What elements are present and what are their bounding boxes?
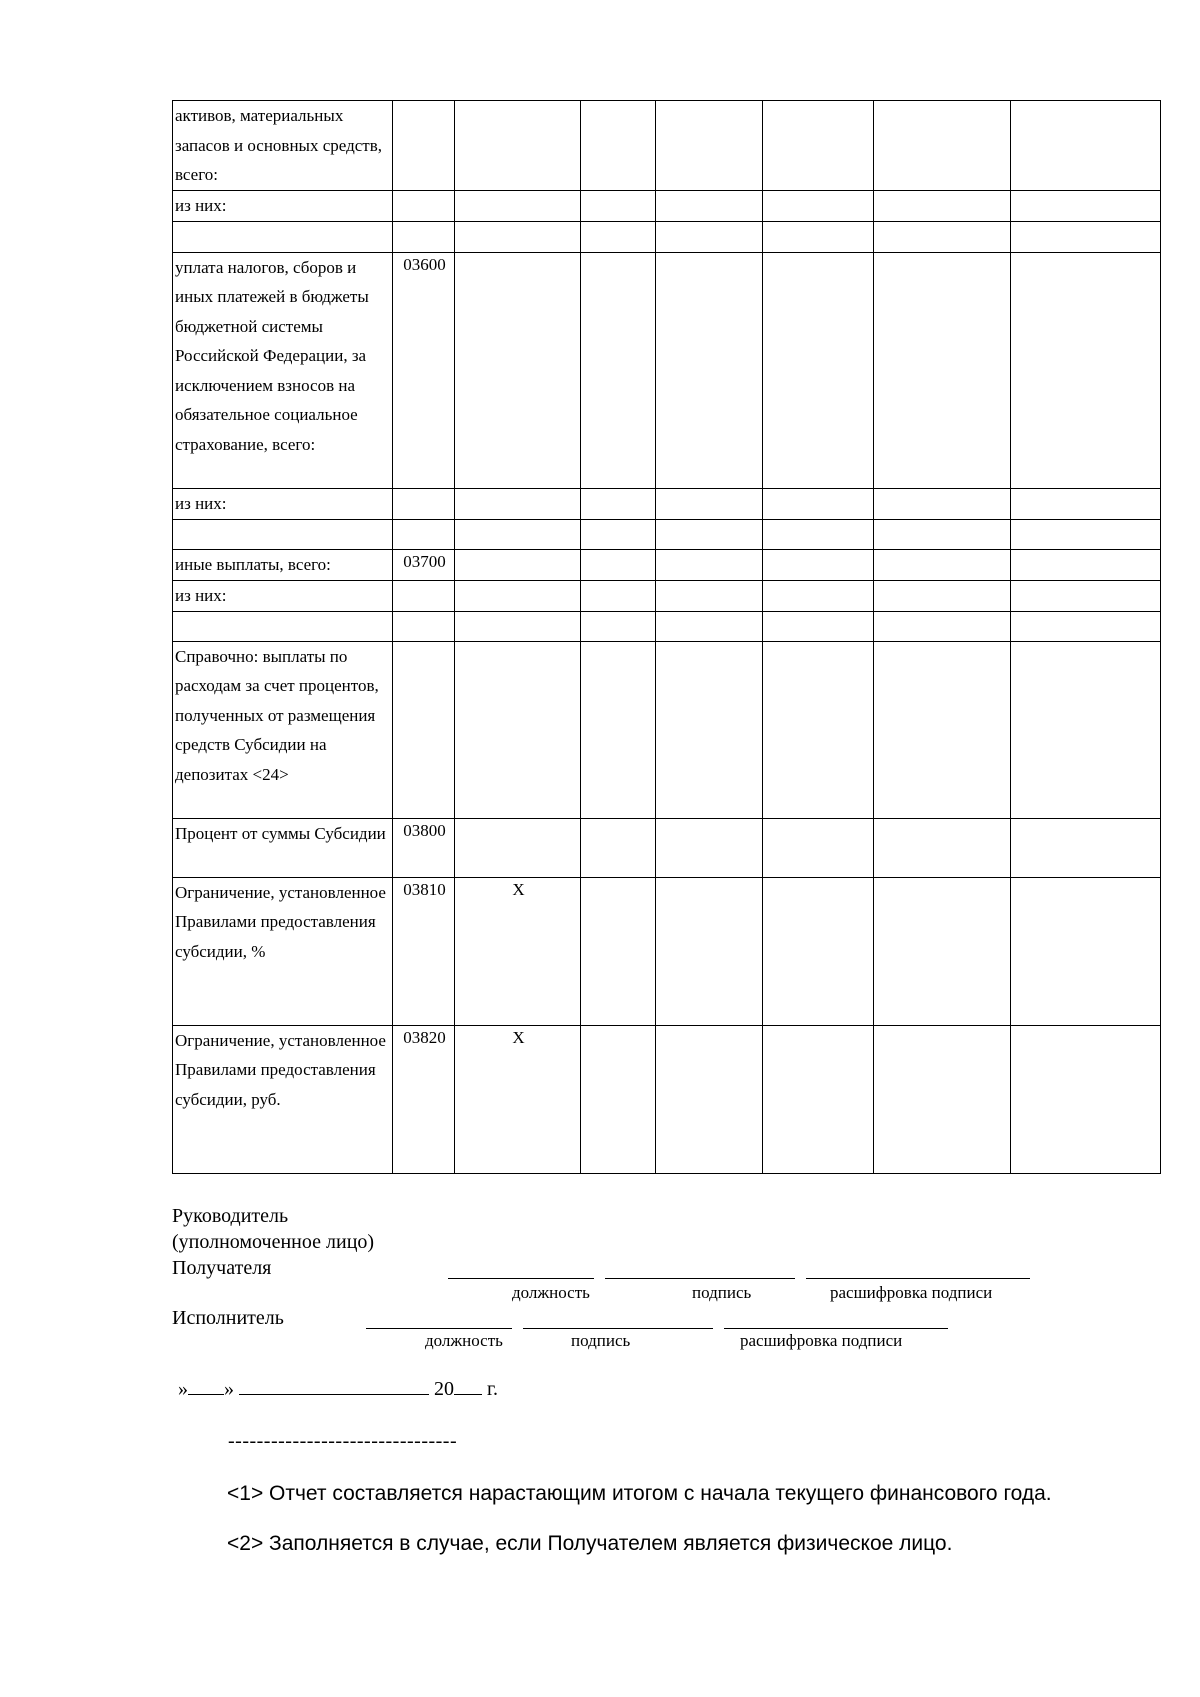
row-value-cell: [763, 221, 874, 252]
row-code-cell: 03820: [393, 1025, 455, 1173]
head-position-caption: должность: [512, 1283, 590, 1302]
row-col2-cell: [455, 519, 581, 549]
footnote-1: <1> Отчет составляется нарастающим итогом с начала текущего финансового года.: [227, 1482, 1052, 1505]
footnote-separator: --------------------------------: [228, 1430, 458, 1452]
row-label-cell: уплата налогов, сборов и иных платежей в бюджеты бюджетной системы Российской Федерации, за исключением взносов на обязательное социальное страхование, всего:: [173, 252, 393, 488]
table-row: [173, 488, 1161, 519]
executor-title: Исполнитель: [172, 1307, 284, 1329]
row-col2-cell: [455, 101, 581, 191]
row-value-cell: [656, 549, 763, 580]
row-value-cell: [1011, 252, 1161, 488]
report-table-body: [173, 101, 1161, 1174]
footnote-2: <2> Заполняется в случае, если Получателем является физическое лицо.: [227, 1532, 953, 1555]
row-value-cell: [656, 252, 763, 488]
row-value-cell: [874, 252, 1011, 488]
row-value-cell: [1011, 221, 1161, 252]
row-code-cell: 03700: [393, 549, 455, 580]
row-code-cell: [393, 191, 455, 222]
date-year-prefix: 20: [434, 1378, 454, 1400]
row-value-cell: [581, 580, 656, 611]
row-value-cell: [581, 252, 656, 488]
row-value-cell: [763, 611, 874, 641]
table-row: [173, 252, 1161, 488]
row-col2-cell: [455, 818, 581, 877]
table-row: [173, 611, 1161, 641]
row-code-cell: [393, 488, 455, 519]
head-decoding-line[interactable]: [806, 1278, 1030, 1279]
row-value-cell: [1011, 519, 1161, 549]
row-value-cell: [581, 1025, 656, 1173]
row-col2-cell: X: [455, 877, 581, 1025]
row-col2-cell: [455, 641, 581, 818]
row-code-cell: 03600: [393, 252, 455, 488]
executor-decoding-line[interactable]: [724, 1328, 948, 1329]
row-value-cell: [874, 519, 1011, 549]
row-code-cell: 03810: [393, 877, 455, 1025]
date-line: [178, 1376, 498, 1402]
row-value-cell: [656, 818, 763, 877]
row-value-cell: [581, 488, 656, 519]
row-value-cell: [1011, 877, 1161, 1025]
row-label-cell: [173, 221, 393, 252]
row-label-cell: Ограничение, установленное Правилами предоставления субсидии, руб.: [173, 1025, 393, 1173]
row-col2-cell: [455, 191, 581, 222]
row-value-cell: [1011, 101, 1161, 191]
row-value-cell: [763, 101, 874, 191]
row-label-cell: Процент от суммы Субсидии: [173, 818, 393, 877]
row-col2-cell: [455, 252, 581, 488]
row-value-cell: [1011, 641, 1161, 818]
table-row: [173, 101, 1161, 191]
row-value-cell: [874, 488, 1011, 519]
row-code-cell: [393, 641, 455, 818]
row-value-cell: [581, 877, 656, 1025]
row-value-cell: [763, 580, 874, 611]
row-value-cell: [1011, 488, 1161, 519]
row-value-cell: [874, 877, 1011, 1025]
head-position-line[interactable]: [448, 1278, 594, 1279]
row-code-cell: [393, 580, 455, 611]
row-label-cell: [173, 611, 393, 641]
date-month-blank[interactable]: [239, 1376, 429, 1395]
row-value-cell: [656, 641, 763, 818]
date-quote-close: »: [224, 1378, 234, 1400]
executor-position-line[interactable]: [366, 1328, 512, 1329]
row-value-cell: [763, 641, 874, 818]
row-col2-cell: X: [455, 1025, 581, 1173]
row-value-cell: [656, 519, 763, 549]
row-value-cell: [656, 580, 763, 611]
row-value-cell: [656, 1025, 763, 1173]
head-title-line2: (уполномоченное лицо): [172, 1231, 375, 1253]
row-value-cell: [656, 101, 763, 191]
row-value-cell: [874, 549, 1011, 580]
executor-signature-line[interactable]: [523, 1328, 713, 1329]
row-code-cell: [393, 221, 455, 252]
row-label-cell: Ограничение, установленное Правилами предоставления субсидии, %: [173, 877, 393, 1025]
row-value-cell: [1011, 191, 1161, 222]
row-label-cell: из них:: [173, 488, 393, 519]
row-value-cell: [656, 191, 763, 222]
head-title-line3: Получателя: [172, 1257, 272, 1279]
row-value-cell: [874, 580, 1011, 611]
row-col2-cell: [455, 611, 581, 641]
row-label-cell: из них:: [173, 580, 393, 611]
table-row: [173, 549, 1161, 580]
row-code-cell: [393, 611, 455, 641]
row-value-cell: [763, 1025, 874, 1173]
row-label-cell: активов, материальных запасов и основных средств, всего:: [173, 101, 393, 191]
row-label-cell: Справочно: выплаты по расходам за счет процентов, полученных от размещения средств Субсидии на депозитах <24>: [173, 641, 393, 818]
row-value-cell: [1011, 611, 1161, 641]
row-col2-cell: [455, 580, 581, 611]
row-value-cell: [581, 221, 656, 252]
row-code-cell: 03800: [393, 818, 455, 877]
executor-signature-caption: подпись: [571, 1331, 631, 1350]
row-value-cell: [763, 877, 874, 1025]
row-value-cell: [874, 101, 1011, 191]
date-day-blank[interactable]: [188, 1376, 224, 1395]
row-value-cell: [581, 611, 656, 641]
date-year-blank[interactable]: [454, 1376, 482, 1395]
row-col2-cell: [455, 221, 581, 252]
head-signature-line[interactable]: [605, 1278, 795, 1279]
row-value-cell: [763, 191, 874, 222]
table-row: [173, 877, 1161, 1025]
row-value-cell: [581, 818, 656, 877]
row-value-cell: [581, 191, 656, 222]
row-label-cell: иные выплаты, всего:: [173, 549, 393, 580]
row-value-cell: [763, 252, 874, 488]
row-value-cell: [1011, 818, 1161, 877]
row-value-cell: [763, 818, 874, 877]
row-value-cell: [763, 519, 874, 549]
table-row: [173, 221, 1161, 252]
head-signature-caption: подпись: [692, 1283, 752, 1302]
date-year-suffix: г.: [487, 1378, 498, 1400]
row-value-cell: [1011, 580, 1161, 611]
row-value-cell: [874, 1025, 1011, 1173]
table-row: [173, 641, 1161, 818]
row-value-cell: [656, 488, 763, 519]
table-row: [173, 818, 1161, 877]
head-title-line1: Руководитель: [172, 1205, 289, 1227]
row-value-cell: [581, 101, 656, 191]
row-value-cell: [1011, 1025, 1161, 1173]
row-value-cell: [874, 641, 1011, 818]
row-value-cell: [581, 519, 656, 549]
row-value-cell: [874, 818, 1011, 877]
row-value-cell: [874, 191, 1011, 222]
table-row: [173, 519, 1161, 549]
date-quote-open: »: [178, 1378, 188, 1400]
table-row: [173, 580, 1161, 611]
row-value-cell: [656, 221, 763, 252]
row-value-cell: [874, 611, 1011, 641]
row-value-cell: [581, 641, 656, 818]
row-value-cell: [656, 877, 763, 1025]
executor-position-caption: должность: [425, 1331, 503, 1350]
row-value-cell: [1011, 549, 1161, 580]
report-table: [172, 100, 1161, 1174]
row-value-cell: [656, 611, 763, 641]
row-value-cell: [763, 488, 874, 519]
row-value-cell: [581, 549, 656, 580]
row-code-cell: [393, 101, 455, 191]
row-label-cell: из них:: [173, 191, 393, 222]
table-row: [173, 191, 1161, 222]
row-col2-cell: [455, 488, 581, 519]
table-row: [173, 1025, 1161, 1173]
row-label-cell: [173, 519, 393, 549]
head-decoding-caption: расшифровка подписи: [830, 1283, 993, 1302]
row-value-cell: [763, 549, 874, 580]
row-code-cell: [393, 519, 455, 549]
row-col2-cell: [455, 549, 581, 580]
executor-decoding-caption: расшифровка подписи: [740, 1331, 903, 1350]
row-value-cell: [874, 221, 1011, 252]
